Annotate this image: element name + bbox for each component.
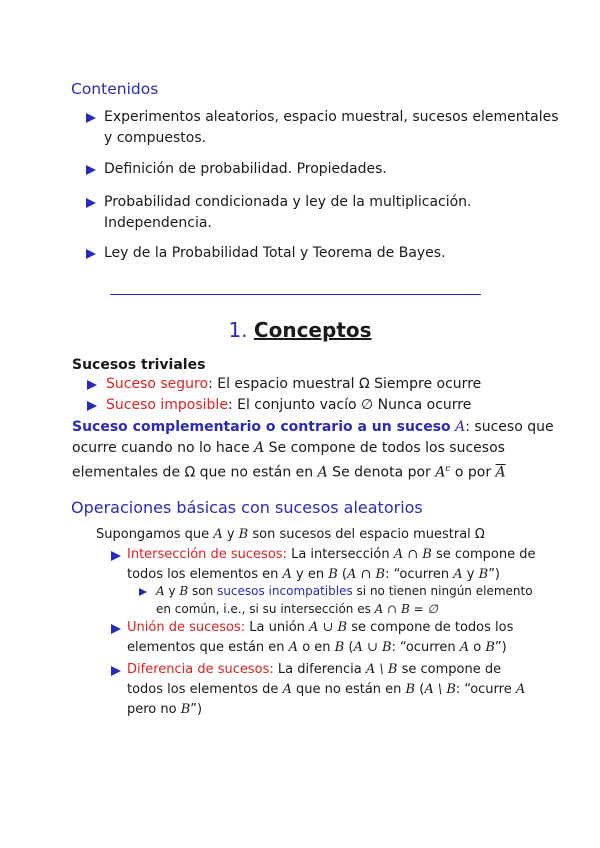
contents-item-1: Experimentos aleatorios, espacio muestral, sucesos elementales y compuestos. (104, 109, 559, 146)
union-item: Unión de sucesos: La unión A ∪ B se compone de todos los elementos que están en A o en B (A ∪ B: “ocurren A o B”) (127, 620, 514, 655)
trivial-heading: Sucesos triviales (72, 357, 206, 373)
difference-item: Diferencia de sucesos: La diferencia A \ B se compone de todos los elementos de A que no están en B (A \ B: “ocurre A pero no B”) (127, 662, 526, 717)
bullet-icon (86, 249, 96, 259)
separator-line (110, 294, 481, 295)
bullet-icon (111, 551, 121, 561)
sure-event-item: Suceso seguro: El espacio muestral Ω Siempre ocurre (106, 376, 482, 392)
bullet-icon (86, 198, 96, 208)
bullet-icon (87, 380, 97, 390)
bullet-icon (111, 666, 121, 676)
operations-intro: Supongamos que A y B son sucesos del espacio muestral Ω (96, 527, 485, 542)
complement-definition: Suceso complementario o contrario a un suceso A: suceso que ocurre cuando no lo hace A Se compone de todos los sucesos elementales de Ω que no están en A Se denota por $A^c$ o por $\overline{A}$ (72, 419, 554, 481)
bullet-icon (111, 624, 121, 634)
contents-heading: Contenidos (71, 80, 159, 98)
incompatible-item: A y B son sucesos incompatibles si no tienen ningún elemento en común, i.e., si su intersección es A ∩ B = ∅ (156, 584, 533, 616)
intersection-item: Intersección de sucesos: La intersección A ∩ B se compone de todos los elementos en A y en B (A ∩ B: “ocurren A y B”) (127, 547, 536, 582)
bullet-icon (86, 113, 96, 123)
contents-item-3: Probabilidad condicionada y ley de la multiplicación. Independencia. (104, 194, 472, 231)
contents-item-4: Ley de la Probabilidad Total y Teorema de Bayes. (104, 245, 446, 261)
impossible-event-item: Suceso imposible: El conjunto vacío ∅ Nunca ocurre (106, 397, 472, 413)
section-title: 1. Conceptos (228, 318, 372, 342)
contents-item-2: Definición de probabilidad. Propiedades. (104, 161, 387, 177)
bullet-icon (87, 401, 97, 411)
bullet-icon (139, 588, 147, 596)
bullet-icon (86, 165, 96, 175)
operations-heading: Operaciones básicas con sucesos aleatorios (71, 498, 423, 517)
